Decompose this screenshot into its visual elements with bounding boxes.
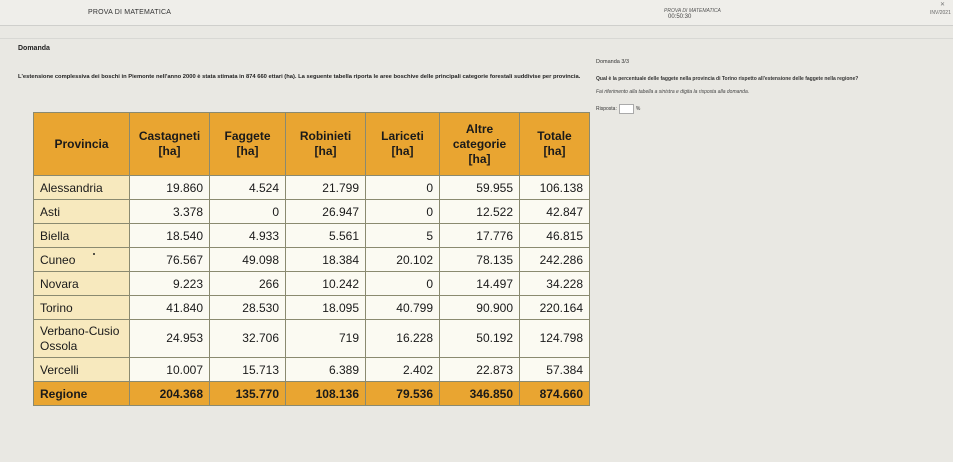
value-cell: 108.136 [286, 382, 366, 406]
value-cell: 106.138 [520, 176, 590, 200]
value-cell: 76.567 [130, 248, 210, 272]
value-cell: 12.522 [440, 200, 520, 224]
answer-label: Risposta: [596, 106, 617, 112]
instruction-text: Fai riferimento alla tabella a sinistra e digita la risposta alla domanda. [596, 89, 750, 95]
province-cell: Biella [34, 224, 130, 248]
app-title: PROVA DI MATEMATICA [88, 9, 172, 16]
value-cell: 3.378 [130, 200, 210, 224]
table-row [34, 200, 590, 224]
table-row [34, 382, 590, 406]
answer-pane [592, 40, 953, 462]
value-cell: 19.860 [130, 176, 210, 200]
question-label: Domanda [18, 45, 50, 52]
value-cell: 17.776 [440, 224, 520, 248]
close-icon[interactable]: ✕ [940, 2, 946, 8]
value-cell: 46.815 [520, 224, 590, 248]
value-cell: 0 [366, 200, 440, 224]
table-row [34, 358, 590, 382]
timer: 00:50:30 [668, 14, 692, 20]
province-cell: Torino [34, 296, 130, 320]
test-title: PROVA DI MATEMATICA [664, 8, 721, 14]
value-cell: 10.007 [130, 358, 210, 382]
value-cell: 0 [366, 272, 440, 296]
value-cell: 124.798 [520, 320, 590, 358]
table-row [34, 272, 590, 296]
value-cell: 34.228 [520, 272, 590, 296]
province-cell: Novara [34, 272, 130, 296]
table-row [34, 176, 590, 200]
value-cell: 9.223 [130, 272, 210, 296]
answer-input[interactable] [619, 104, 634, 114]
column-header: Faggete [ha] [210, 113, 286, 176]
value-cell: 32.706 [210, 320, 286, 358]
value-cell: 49.098 [210, 248, 286, 272]
province-cell: Verbano-Cusio Ossola [34, 320, 130, 358]
value-cell: 5.561 [286, 224, 366, 248]
value-cell: 26.947 [286, 200, 366, 224]
value-cell: 4.524 [210, 176, 286, 200]
value-cell: 90.900 [440, 296, 520, 320]
value-cell: 28.530 [210, 296, 286, 320]
province-cell: Regione [34, 382, 130, 406]
value-cell: 0 [366, 176, 440, 200]
province-cell: Asti [34, 200, 130, 224]
value-cell: 50.192 [440, 320, 520, 358]
column-header: Altre categorie [ha] [440, 113, 520, 176]
value-cell: 266 [210, 272, 286, 296]
value-cell: 220.164 [520, 296, 590, 320]
table-header-row [34, 113, 590, 176]
province-cell: Alessandria [34, 176, 130, 200]
value-cell: 16.228 [366, 320, 440, 358]
value-cell: 874.660 [520, 382, 590, 406]
column-header: Robinieti [ha] [286, 113, 366, 176]
value-cell: 41.840 [130, 296, 210, 320]
cursor-dot [93, 253, 95, 255]
value-cell: 10.242 [286, 272, 366, 296]
value-cell: 79.536 [366, 382, 440, 406]
province-cell: Cuneo [34, 248, 130, 272]
province-cell: Vercelli [34, 358, 130, 382]
value-cell: 719 [286, 320, 366, 358]
user-code: INV/2021 [930, 10, 951, 16]
top-bar [0, 0, 953, 26]
column-header: Provincia [34, 113, 130, 176]
table-row [34, 248, 590, 272]
table-row [34, 224, 590, 248]
forest-table [33, 112, 590, 406]
value-cell: 0 [210, 200, 286, 224]
question-text: L'estensione complessiva dei boschi in Piemonte nell'anno 2000 è stata stimata in 874 660 ettari (ha). La seguente tabella riporta le aree boschive delle principali categorie forestali suddivise per provincia. [18, 74, 581, 80]
value-cell: 18.540 [130, 224, 210, 248]
value-cell: 42.847 [520, 200, 590, 224]
value-cell: 21.799 [286, 176, 366, 200]
value-cell: 204.368 [130, 382, 210, 406]
answer-row [596, 104, 640, 114]
value-cell: 242.286 [520, 248, 590, 272]
column-header: Castagneti [ha] [130, 113, 210, 176]
value-cell: 2.402 [366, 358, 440, 382]
value-cell: 24.953 [130, 320, 210, 358]
value-cell: 40.799 [366, 296, 440, 320]
value-cell: 6.389 [286, 358, 366, 382]
value-cell: 14.497 [440, 272, 520, 296]
value-cell: 20.102 [366, 248, 440, 272]
value-cell: 346.850 [440, 382, 520, 406]
question-counter: Domanda 3/3 [596, 59, 630, 65]
question-pane [0, 40, 590, 462]
value-cell: 18.384 [286, 248, 366, 272]
value-cell: 78.135 [440, 248, 520, 272]
value-cell: 5 [366, 224, 440, 248]
table-row [34, 320, 590, 358]
table-row [34, 296, 590, 320]
column-header: Totale [ha] [520, 113, 590, 176]
value-cell: 18.095 [286, 296, 366, 320]
value-cell: 135.770 [210, 382, 286, 406]
sub-bar [0, 27, 953, 39]
value-cell: 4.933 [210, 224, 286, 248]
value-cell: 22.873 [440, 358, 520, 382]
value-cell: 59.955 [440, 176, 520, 200]
value-cell: 57.384 [520, 358, 590, 382]
column-header: Lariceti [ha] [366, 113, 440, 176]
value-cell: 15.713 [210, 358, 286, 382]
percent-unit: % [635, 106, 641, 112]
sub-question-text: Qual è la percentuale delle faggete nella provincia di Torino rispetto all'estensione delle faggete nella regione? [596, 76, 859, 82]
